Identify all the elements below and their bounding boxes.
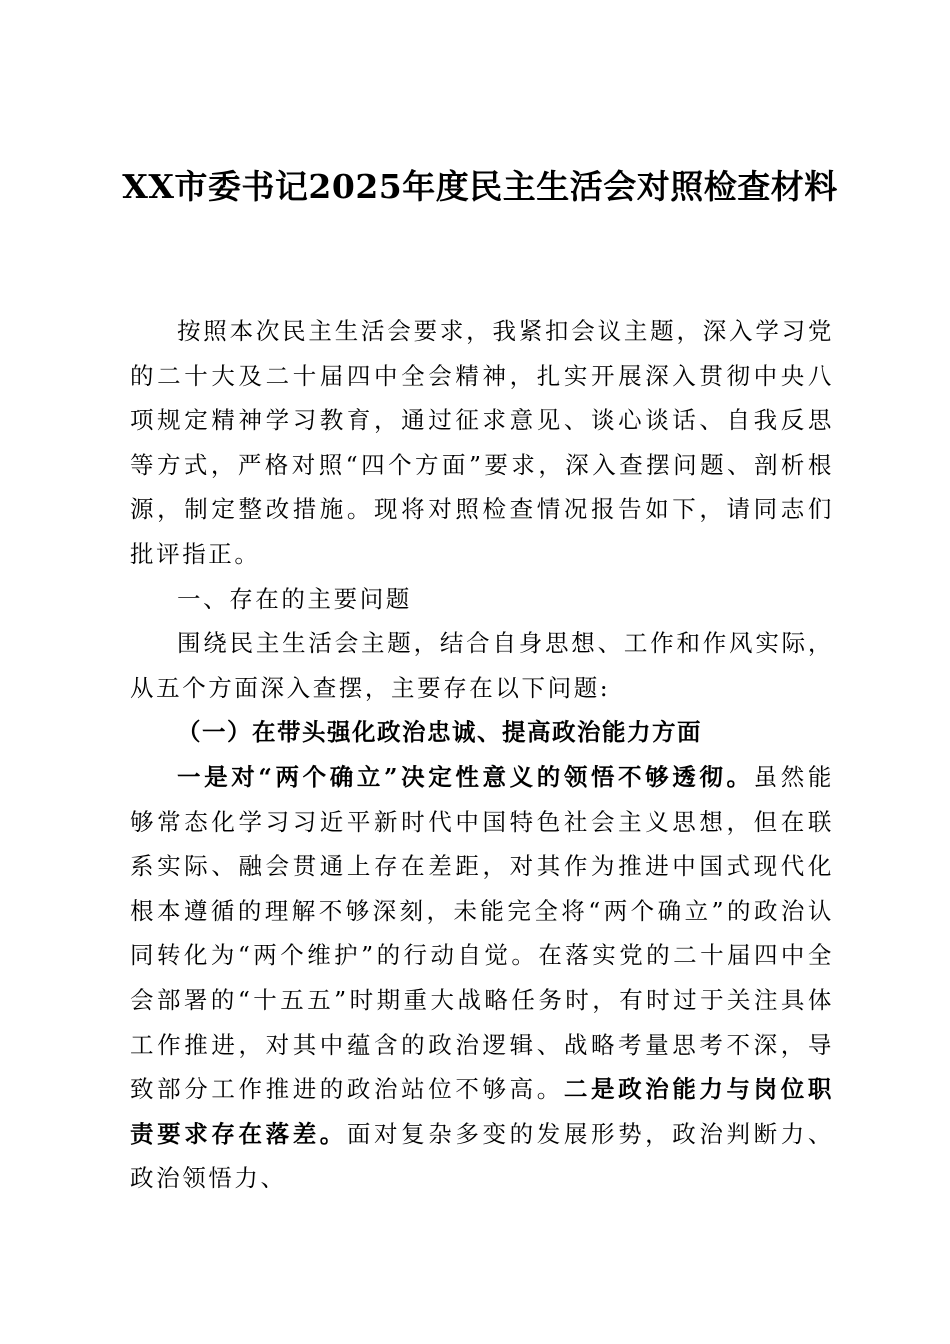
intro-paragraph: 按照本次民主生活会要求，我紧扣会议主题，深入学习党的二十大及二十届四中全会精神，扎实开展深入贯彻中央八项规定精神学习教育，通过征求意见、谈心谈话、自我反思等方式，严格对照“四个方面”要求，深入查摆问题、剖析根源，制定整改措施。现将对照检查情况报告如下，请同志们批评指正。: [130, 317, 834, 568]
document-body: [130, 309, 834, 1201]
subsection-heading: （一）在带头强化政治忠诚、提高政治能力方面: [177, 718, 702, 747]
point-one-title: 一是对“两个确立”决定性意义的领悟不够透彻。: [177, 762, 754, 791]
section-heading: 一、存在的主要问题: [177, 584, 412, 613]
document-title: XX市委书记2025年度民主生活会对照检查材料: [122, 167, 838, 206]
section-lead-paragraph: 围绕民主生活会主题，结合自身思想、工作和作风实际，从五个方面深入查摆，主要存在以下问题:: [130, 629, 834, 702]
point-one-body: 虽然能够常态化学习习近平新时代中国特色社会主义思想，但在联系实际、融会贯通上存在差距，对其作为推进中国式现代化根本遵循的理解不够深刻，未能完全将“两个确立”的政治认同转化为“两个维护”的行动自觉。在落实党的二十届四中全会部署的“十五五”时期重大战略任务时，有时过于关注具体工作推进，对其中蕴含的政治逻辑、战略考量思考不深，导致部分工作推进的政治站位不够高。: [130, 762, 834, 1104]
problem-paragraph: [130, 755, 834, 1201]
point-two-body: 面对复杂多变的发展形势，政治判断力、政治领悟力、: [130, 1119, 834, 1193]
point-two-title: 二是政治能力与岗位职责要求存在落差。: [130, 1075, 834, 1148]
